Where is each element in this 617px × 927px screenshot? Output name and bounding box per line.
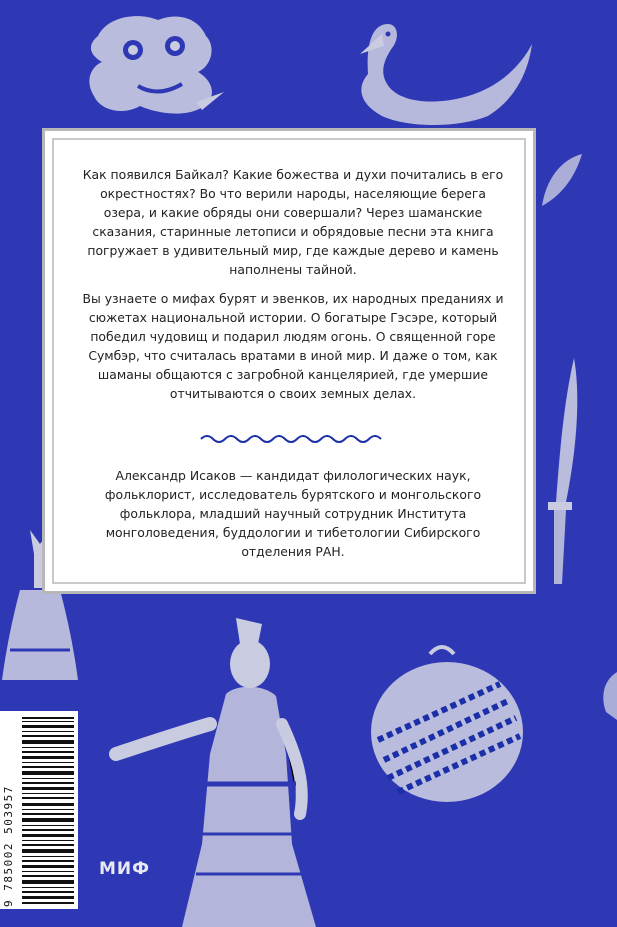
- wave-divider-icon: [199, 433, 387, 445]
- basket-icon: [364, 640, 530, 808]
- decor-partial-icon: [598, 672, 617, 720]
- dragon-head-icon: [78, 6, 228, 124]
- description-paragraph-2: Вы узнаете о мифах бурят и эвенков, их народных преданиях и сюжетах национальной истории. О богатыре Гэсэре, который победил чудовищ и подарил людям огонь. О священной горе Сумбэр, что считалась вратами в иной мир. И даже о том, как шаманы общаются с загробной канцелярией, где умершие отчитываются о своих земных делах.: [82, 291, 504, 401]
- publisher-logo: МИФ: [99, 859, 151, 879]
- author-bio: Александр Исаков — кандидат филологических наук, фольклорист, исследователь бурятского и монгольского фольклора, младший научный сотрудник Института монголоведения, буддологии и тибетологии Сибирского отделения РАН.: [104, 468, 482, 559]
- description-panel: [42, 128, 536, 594]
- barcode-digits: 9 785002 503957: [2, 785, 15, 907]
- swan-icon: [338, 4, 538, 128]
- description-paragraph-1: Как появился Байкал? Какие божества и духи почитались в его окрестностях? Во что верили народы, населяющие берега озера, и какие обряды они совершали? Через шаманские сказания, старинные летописи и обрядовые песни эта книга погружает в удивительный мир, где каждые дерево и камень наполнены тайной.: [82, 167, 504, 277]
- leaf-icon: [536, 150, 586, 210]
